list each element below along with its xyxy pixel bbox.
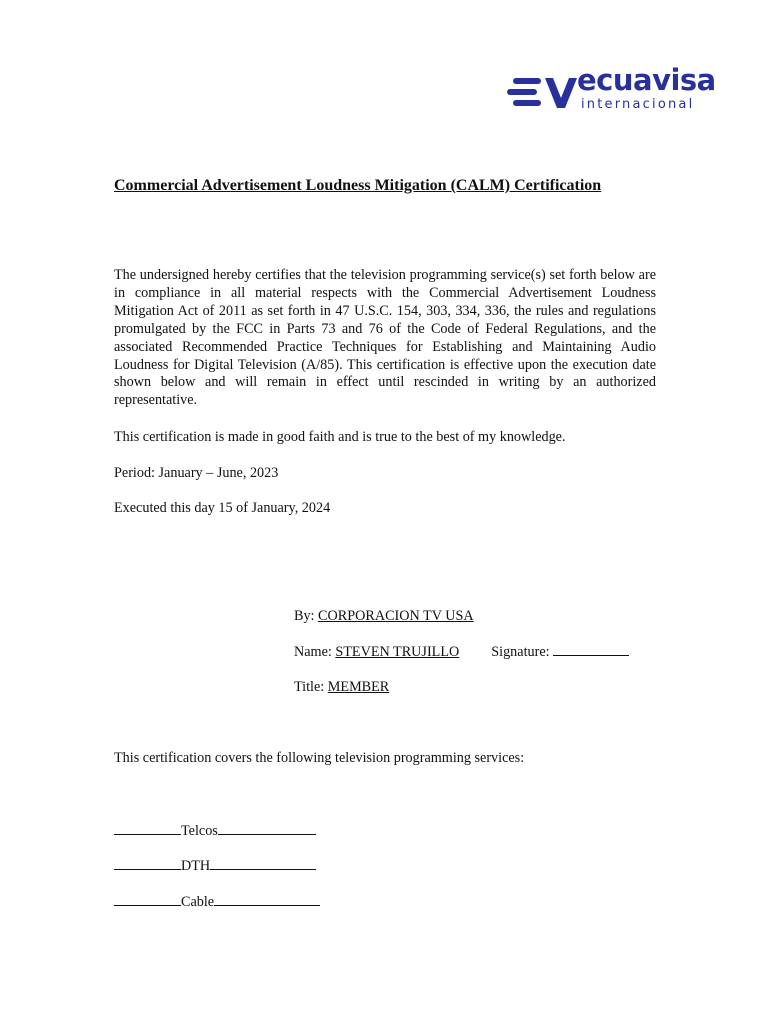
ecuavisa-logo	[505, 63, 716, 118]
title-value: MEMBER	[327, 679, 390, 695]
service-label: Cable	[181, 894, 215, 910]
service-value-field[interactable]	[210, 856, 316, 870]
title-line	[294, 678, 389, 696]
by-line	[294, 607, 474, 625]
covers-statement: This certification covers the following television programming services:	[114, 750, 525, 766]
service-row-dth	[114, 856, 316, 875]
service-row-telcos	[114, 821, 316, 840]
service-value-field[interactable]	[218, 821, 316, 835]
name-value: STEVEN TRUJILLO	[335, 644, 460, 660]
document-title: Commercial Advertisement Loudness Mitigation (CALM) Certification	[114, 177, 602, 194]
by-value: CORPORACION TV USA	[318, 608, 474, 624]
service-label: Telcos	[181, 823, 218, 839]
signature-label: Signature:	[491, 644, 554, 660]
service-label: DTH	[181, 858, 211, 874]
ecuavisa-logo-mark-icon	[505, 76, 577, 112]
name-label: Name:	[294, 644, 336, 660]
good-faith-statement: This certification is made in good faith and is true to the best of my knowledge.	[114, 429, 566, 445]
service-check-field[interactable]	[114, 856, 181, 870]
name-line	[294, 642, 629, 661]
service-row-cable	[114, 892, 320, 911]
logo-sub-text: internacional	[581, 97, 695, 112]
certification-paragraph: The undersigned hereby certifies that the television programming service(s) set forth below are in compliance in all material respects with the Commercial Advertisement Loudness Mitigation Act of 2011 as set forth in 47 U.S.C. 154, 303, 334, 336, the rules and regulations promulgated by the FCC in Parts 73 and 76 of the Code of Federal Regulations, and the associated Recommended Practice Techniques for Establishing and Maintaining Audio Loudness for Digital Television (A/85). This certification is effective upon the execution date shown below and will remain in effect until rescinded in writing by an authorized representative.	[114, 267, 656, 409]
service-value-field[interactable]	[214, 892, 320, 906]
service-check-field[interactable]	[114, 892, 181, 906]
title-label: Title:	[294, 679, 328, 695]
period-line: Period: January – June, 2023	[114, 465, 279, 481]
by-label: By:	[294, 608, 319, 624]
executed-line: Executed this day 15 of January, 2024	[114, 500, 331, 516]
service-check-field[interactable]	[114, 821, 181, 835]
signature-field[interactable]	[553, 642, 629, 656]
logo-brand-text: ecuavisa	[577, 63, 716, 97]
